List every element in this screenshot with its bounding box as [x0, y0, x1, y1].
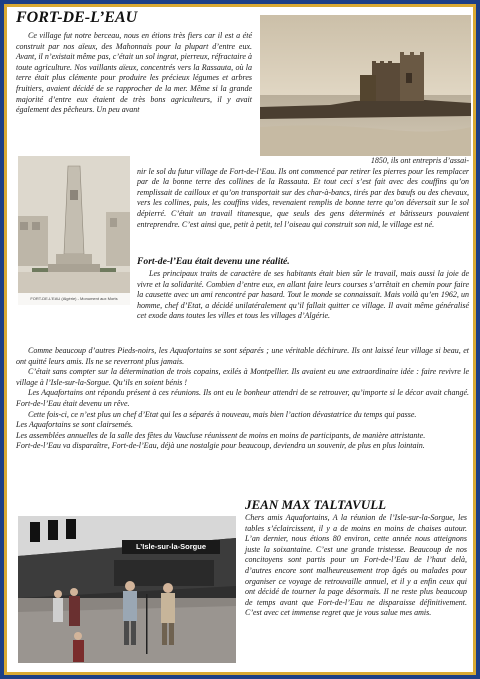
intro-text-1: Ce village fut notre berceau, nous en étions très fiers car il est a été construit par nos aïeux, des Mahonnais pour la plupart d’entre eux. Avant, il n’existait même pas, c’était un sol ingrat, pierreux, réfractaire à toute agriculture. Nos vaillants aïeux, concentrés vers la Rassauta, où la terre était plus clémente pour produire les précieux légumes et arbres fruitiers, avaient décidé de se rapprocher de la mer. Même si la grande majorité d’entre eux étaient de très bons agriculteurs, il y avait également des pêcheurs. Un peu avant — [16, 31, 252, 115]
hall-banner: L’Isle-sur-la-Sorgue — [122, 540, 220, 554]
main-paragraphs — [16, 269, 469, 322]
monument-caption: FORT-DE-L’EAU (Algérie) - Monument aux Morts — [18, 293, 130, 305]
paragraph-idea: C’était sans compter sur la détermination de trois copains, exilés à Montpellier. Ils avaient eu une extraordinaire idée : faire revivre le village à l’Isle-sur-la-Sorgue. Qu’ils en soient bénis ! — [16, 367, 469, 387]
reality-paragraph: Les principaux traits de caractère de ses habitants était bien sûr le travail, mais aussi la joie de vivre et la solidarité. Combien d’entre eux, en allant faire leurs courses s’arrêtait en chemin pour faire la causette avec un ami rencontré par hasard. Tout le monde se connaissait. Mais voilà qu’en 1962, un homme, chef d’Etat, a décidé unilatéralement qu’il fallait quitter ce village. Il avait même généralisé cet exode dans toutes les villes et tous les villages d’Algérie. — [137, 269, 469, 321]
paragraph-time: Cette fois-ci, ce n’est plus un chef d’Etat qui les a séparés à nouveau, mais bien l’action dévastatrice du temps qui passe. — [28, 409, 417, 419]
body-paragraphs — [16, 346, 469, 452]
intro-paragraph-top — [16, 31, 252, 116]
fort-image — [260, 15, 471, 156]
paragraph-separation: Comme beaucoup d’autres Pieds-noirs, les Aquafortains se sont séparés ; une véritable déchirure. Ils ont laissé leur village si beau, et ont quitté leurs amis. Ils ne se reverront plus jamais. — [16, 346, 469, 366]
paragraph-thinned: Les Aquafortains se sont clairsemés. — [16, 420, 133, 430]
event-hall-image — [18, 516, 236, 663]
paragraph-disappear: Fort-de-l’Eau va disparaître, Fort-de-l’Eau, déjà une nostalgie pour beaucoup, deviendra un souvenir, de plus en plus lointain. — [16, 441, 425, 451]
author-name: JEAN MAX TALTAVULL — [245, 497, 387, 512]
intro-paragraph-side — [137, 156, 469, 230]
event-hall-photo — [18, 516, 236, 663]
page-title: FORT-DE-L’EAU — [16, 9, 138, 26]
section-subheading: Fort-de-l’Eau était devenu une réalité. — [137, 256, 290, 267]
document-page — [7, 7, 473, 672]
paragraph-reunion: Les Aquafortains ont répondu présent à ces réunions. Ils ont eu le bonheur attendri de se retrouver, qu’importe si le décor avait changé. Fort-de-l’Eau était devenu un rêve. — [16, 388, 469, 408]
closing-paragraph: Chers amis Aquafortains, A la réunion de l’Isle-sur-la-Sorgue, les tables s’éclaircissent, il y a de moins en moins de chaises autour. L’an dernier, nous étions 80 environ, cette année nous atteignons juste la soixantaine. C’est une grande tristesse. Beaucoup de nos concitoyens sont partis pour un Fort-de-l’Eau de l’haut delà, d’autres encore sont malheureusement trop âgés ou malades pour organiser ce voyage de retrouvaille annuel, et il y a enfin ceux qui ont décidé de tourner la page désormais. Il ne reste plus beaucoup de temps avant que Fort-de-l’Eau ne disparaisse définitivement. C’est avec cet immense regret que je vous salue mes amis. — [245, 513, 467, 618]
paragraph-assemblies: Les assemblées annuelles de la salle des fêtes du Vaucluse réunissent de moins en moins de participants, de manière attristante. — [16, 430, 426, 440]
intro-text-3: nir le sol du futur village de Fort-de-l’Eau. Ils ont commencé par retirer les pierres pour les remplacer par de la bonne terre des collines de la Rassauta. Et tout ceci s’est fait avec des couffins qu’on remplissait de cailloux et qu’on transportait sur des char-à-bancs, tirés par des bœufs ou des chevaux, vers les collines, puis, les couffins vides, revenaient remplis de bonne terre qu’on déversait sur le sol dépierré. C’était un travail titanesque, que seuls des gens déterminés et bâtisseurs pouvaient entreprendre. C’est ainsi que, petit à petit, tel l’oiseau qui construit son nid, le village est né. — [137, 166, 469, 229]
fort-photo — [260, 15, 471, 156]
intro-text-2: 1850, ils ont entrepris d’assai- — [370, 156, 469, 165]
